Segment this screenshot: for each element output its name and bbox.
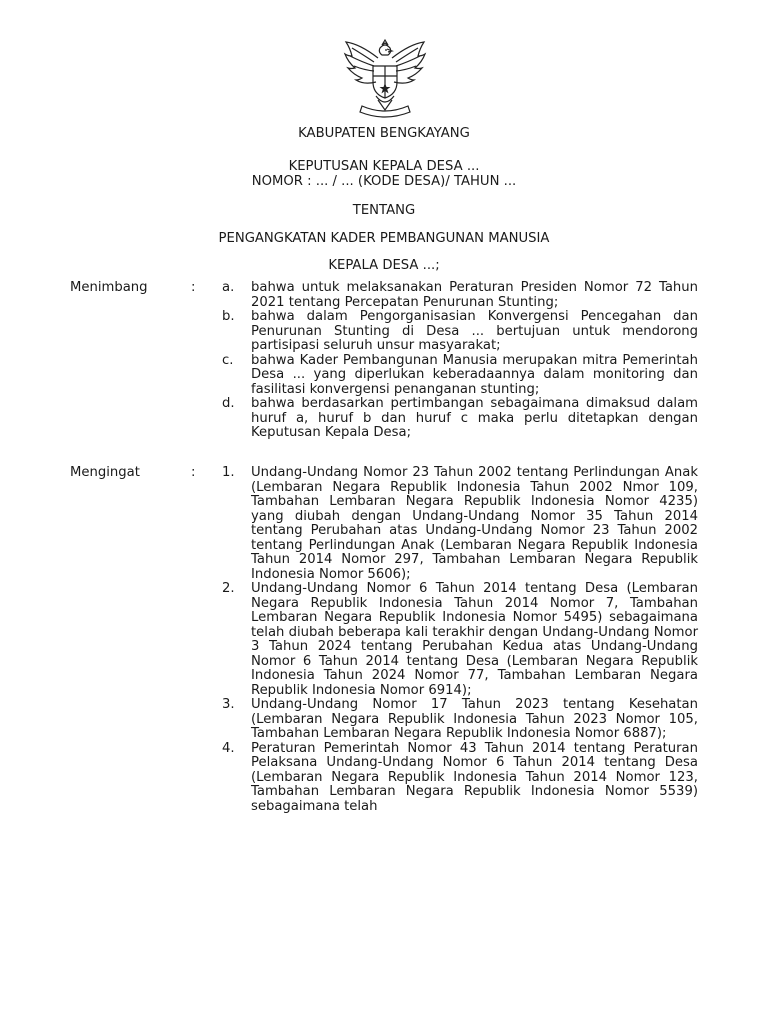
- garuda-pancasila-emblem-icon: [340, 36, 430, 124]
- item-marker: c.: [222, 352, 234, 368]
- list-item: [222, 281, 698, 310]
- item-marker: d.: [222, 396, 235, 411]
- decree-number: NOMOR : ... / ... (KODE DESA)/ TAHUN ...: [251, 174, 517, 189]
- mengingat-list: [222, 466, 698, 814]
- item-marker: 1.: [222, 465, 235, 480]
- item-marker: 3.: [222, 697, 235, 712]
- item-text: bahwa Kader Pembangunan Manusia merupakan mitra Pemerintah Desa ... yang diperlukan keberadaannya dalam monitoring dan fasilitasi konvergensi penanganan stunting;: [251, 352, 698, 397]
- decree-title: KEPUTUSAN KEPALA DESA ...: [288, 159, 480, 174]
- item-text: bahwa untuk melaksanakan Peraturan Presiden Nomor 72 Tahun 2021 tentang Percepatan Penurunan Stunting;: [251, 280, 698, 310]
- list-item: [222, 354, 698, 398]
- item-text: Undang-Undang Nomor 17 Tahun 2023 tentang Kesehatan (Lembaran Negara Republik Indonesia Tahun 2023 Nomor 105, Tambahan Lembaran Negara Republik Indonesia Nomor 6887);: [251, 697, 698, 741]
- item-text: Undang-Undang Nomor 23 Tahun 2002 tentang Perlindungan Anak (Lembaran Negara Republik Indonesia Tahun 2002 Nmor 109, Tambahan Lembaran Negara Republik Indonesia Nomor 4235) yang diubah dengan Undang-Undang Nomor 35 Tahun 2014 tentang Perubahan atas Undang-Undang Nomor 23 Tahun 2002 tentang Perlindungan Anak (Lembaran Negara Republik Indonesia Tahun 2014 Nomor 297, Tambahan Lembaran Negara Republik Indonesia Nomor 5606);: [251, 465, 698, 582]
- regency-name: KABUPATEN BENGKAYANG: [298, 126, 470, 141]
- menimbang-list: [222, 281, 698, 441]
- list-item: [222, 582, 698, 698]
- menimbang-colon: :: [191, 280, 196, 295]
- about-heading: TENTANG: [352, 203, 416, 218]
- item-marker: a.: [222, 280, 235, 295]
- mengingat-colon: :: [191, 465, 196, 480]
- list-item: [222, 742, 698, 815]
- list-item: [222, 397, 698, 441]
- list-item: [222, 310, 698, 354]
- issuing-official: KEPALA DESA ...;: [328, 258, 440, 273]
- menimbang-label: Menimbang: [70, 280, 148, 295]
- item-text: bahwa dalam Pengorganisasian Konvergensi Pencegahan dan Penurunan Stunting di Desa ... bertujuan untuk mendorong partisipasi seluruh unsur masyarakat;: [251, 309, 698, 353]
- item-marker: 4.: [222, 740, 235, 756]
- item-marker: b.: [222, 309, 235, 324]
- mengingat-label: Mengingat: [70, 465, 140, 480]
- list-item: [222, 698, 698, 742]
- item-text: Undang-Undang Nomor 6 Tahun 2014 tentang Desa (Lembaran Negara Republik Indonesia Tahun 2014 Nomor 7, Tambahan Lembaran Negara Republik Indonesia Nomor 5495) sebagaimana telah diubah beberapa kali terakhir dengan Undang-Undang Nomor 3 Tahun 2024 tentang Perubahan Kedua atas Undang-Undang Nomor 6 Tahun 2014 tentang Desa (Lembaran Negara Republik Indonesia Tahun 2024 Nomor 77, Tambahan Lembaran Negara Republik Indonesia Nomor 6914);: [251, 581, 698, 698]
- item-text: Peraturan Pemerintah Nomor 43 Tahun 2014 tentang Peraturan Pelaksana Undang-Undang Nomor 6 Tahun 2014 tentang Desa (Lembaran Negara Republik Indonesia Tahun 2014 Nomor 123, Tambahan Lembaran Negara Republik Indonesia Nomor 5539) sebagaimana telah: [251, 740, 698, 814]
- list-item: [222, 466, 698, 582]
- item-marker: 2.: [222, 581, 235, 596]
- item-text: bahwa berdasarkan pertimbangan sebagaimana dimaksud dalam huruf a, huruf b dan huruf c maka perlu ditetapkan dengan Keputusan Kepala Desa;: [251, 396, 698, 440]
- decree-subject: PENGANGKATAN KADER PEMBANGUNAN MANUSIA: [218, 231, 550, 246]
